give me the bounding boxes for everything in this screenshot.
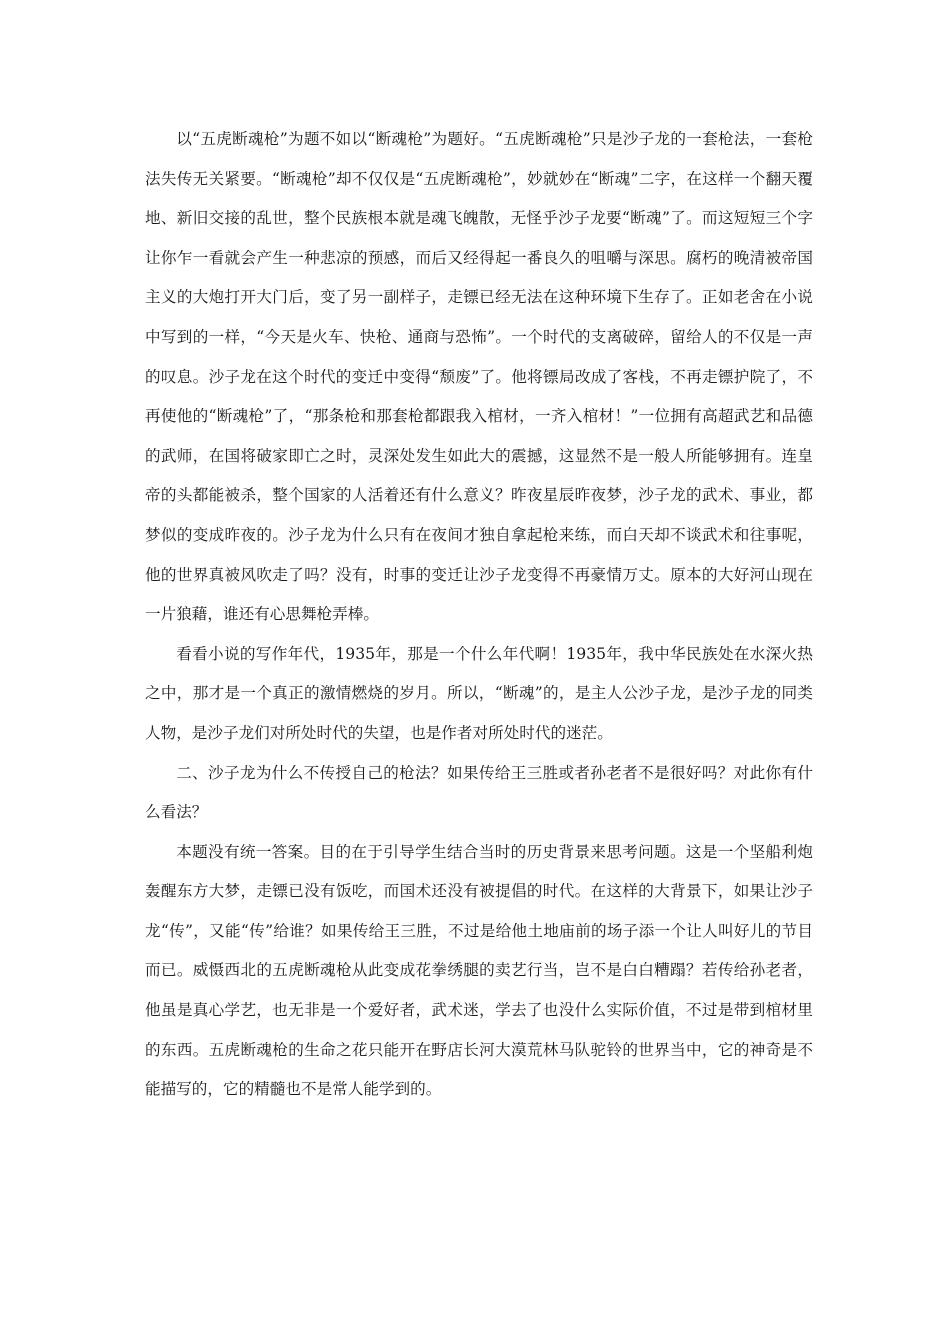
paragraph-title-analysis: 以“五虎断魂枪”为题不如以“断魂枪”为题好。“五虎断魂枪”只是沙子龙的一套枪法，一套枪法失传无关紧要。“断魂枪”却不仅仅是“五虎断魂枪”，妙就妙在“断魂”二字，在这样一个翻天覆地、新旧交接的乱世，整个民族根本就是魂飞魄散，无怪乎沙子龙要“断魂”了。而这短短三个字让你乍一看就会产生一种悲凉的预感，而后又经得起一番良久的咀嚼与深思。腐朽的晚清被帝国主义的大炮打开大门后，变了另一副样子，走镖已经无法在这种环境下生存了。正如老舍在小说中写到的一样，“今天是火车、快枪、通商与恐怖”。一个时代的支离破碎，留给人的不仅是一声的叹息。沙子龙在这个时代的变迁中变得“颓废”了。他将镖局改成了客栈，不再走镖护院了，不再使他的“断魂枪”了，“那条枪和那套枪都跟我入棺材，一齐入棺材！”一位拥有高超武艺和品德的武师，在国将破家即亡之时，灵深处发生如此大的震撼，这显然不是一般人所能够拥有。连皇帝的头都能被杀，整个国家的人活着还有什么意义？昨夜星辰昨夜梦，沙子龙的武术、事业，都梦似的变成昨夜的。沙子龙为什么只有在夜间才独自拿起枪来练，而白天却不谈武术和往事呢，他的世界真被风吹走了吗？没有，时事的变迁让沙子龙变得不再豪情万丈。原本的大好河山现在一片狼藉，谁还有心思舞枪弄棒。 — [145, 130, 813, 624]
document-body — [145, 120, 813, 1110]
paragraph-answer-two: 本题没有统一答案。目的在于引导学生结合当时的历史背景来思考问题。这是一个坚船利炮轰醒东方大梦，走镖已没有饭吃，而国术还没有被提倡的时代。在这样的大背景下，如果让沙子龙“传”，又能“传”给谁？如果传给王三胜，不过是给他土地庙前的场子添一个让人叫好儿的节目而已。威慑西北的五虎断魂枪从此变成花拳绣腿的卖艺行当，岂不是白白糟蹋？若传给孙老者，他虽是真心学艺，也无非是一个爱好者，武术迷，学去了也没什么实际价值，不过是带到棺材里的东西。五虎断魂枪的生命之花只能开在野店长河大漠荒林马队驼铃的世界当中，它的神奇是不能描写的，它的精髓也不是常人能学到的。 — [145, 842, 813, 1099]
paragraph-question-two: 二、沙子龙为什么不传授自己的枪法？如果传给王三胜或者孙老者不是很好吗？对此你有什么看法？ — [145, 763, 813, 822]
paragraph-writing-era: 看看小说的写作年代，1935年，那是一个什么年代啊！1935年，我中华民族处在水深火热之中，那才是一个真正的激情燃烧的岁月。所以，“断魂”的，是主人公沙子龙，是沙子龙的同类人物，是沙子龙们对所处时代的失望，也是作者对所处时代的迷茫。 — [145, 644, 813, 742]
